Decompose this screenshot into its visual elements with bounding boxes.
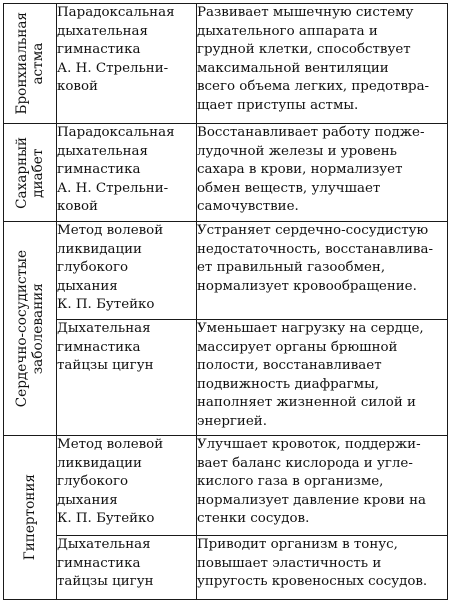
condition-label: Сахарный диабет xyxy=(14,136,46,209)
condition-label: Гипертония xyxy=(22,474,38,561)
table-row xyxy=(4,4,448,124)
table-row xyxy=(4,436,448,536)
condition-label: Сердечно-сосудистые заболевания xyxy=(14,249,46,408)
table-row xyxy=(4,536,448,600)
method-cell: Дыхательная гимнастика тайцзы цигун xyxy=(57,536,197,600)
effect-cell: Устраняет сердечно-сосудистую недостаточность, восстанавлива- ет правильный газообмен, нормализует кровообращение. xyxy=(197,222,448,320)
effect-cell: Развивает мышечную систему дыхательного аппарата и грудной клетки, способствует максимальной вентиляции всего объема легких, предотвра- щает приступы астмы. xyxy=(197,4,448,124)
condition-cell-hypertension xyxy=(4,436,57,600)
effect-cell: Уменьшает нагрузку на сердце, массирует органы брюшной полости, восстанавливает подвижность диафрагмы, наполняет жизненной силой и энергией. xyxy=(197,320,448,436)
table-row xyxy=(4,320,448,436)
condition-cell-cardiovascular xyxy=(4,222,57,436)
table-row xyxy=(4,124,448,222)
condition-cell-asthma xyxy=(4,4,57,124)
method-cell: Метод волевой ликвидации глубокого дыхания К. П. Бутейко xyxy=(57,436,197,536)
method-cell: Дыхательная гимнастика тайцзы цигун xyxy=(57,320,197,436)
effect-cell: Восстанавливает работу подже- лудочной железы и уровень сахара в крови, нормализует обмен веществ, улучшает самочувствие. xyxy=(197,124,448,222)
breathing-methods-table xyxy=(3,3,448,600)
method-cell: Парадоксальная дыхательная гимнастика А. Н. Стрельни- ковой xyxy=(57,124,197,222)
condition-cell-diabetes xyxy=(4,124,57,222)
effect-cell: Улучшает кровоток, поддержи- вает баланс кислорода и угле- кислого газа в организме, нормализует давление крови на стенки сосудов. xyxy=(197,436,448,536)
method-cell: Метод волевой ликвидации глубокого дыхания К. П. Бутейко xyxy=(57,222,197,320)
effect-cell: Приводит организм в тонус, повышает эластичность и упругость кровеносных сосудов. xyxy=(197,536,448,600)
condition-label: Бронхиальная астма xyxy=(14,12,46,115)
table-row xyxy=(4,222,448,320)
method-cell: Парадоксальная дыхательная гимнастика А. Н. Стрельни- ковой xyxy=(57,4,197,124)
